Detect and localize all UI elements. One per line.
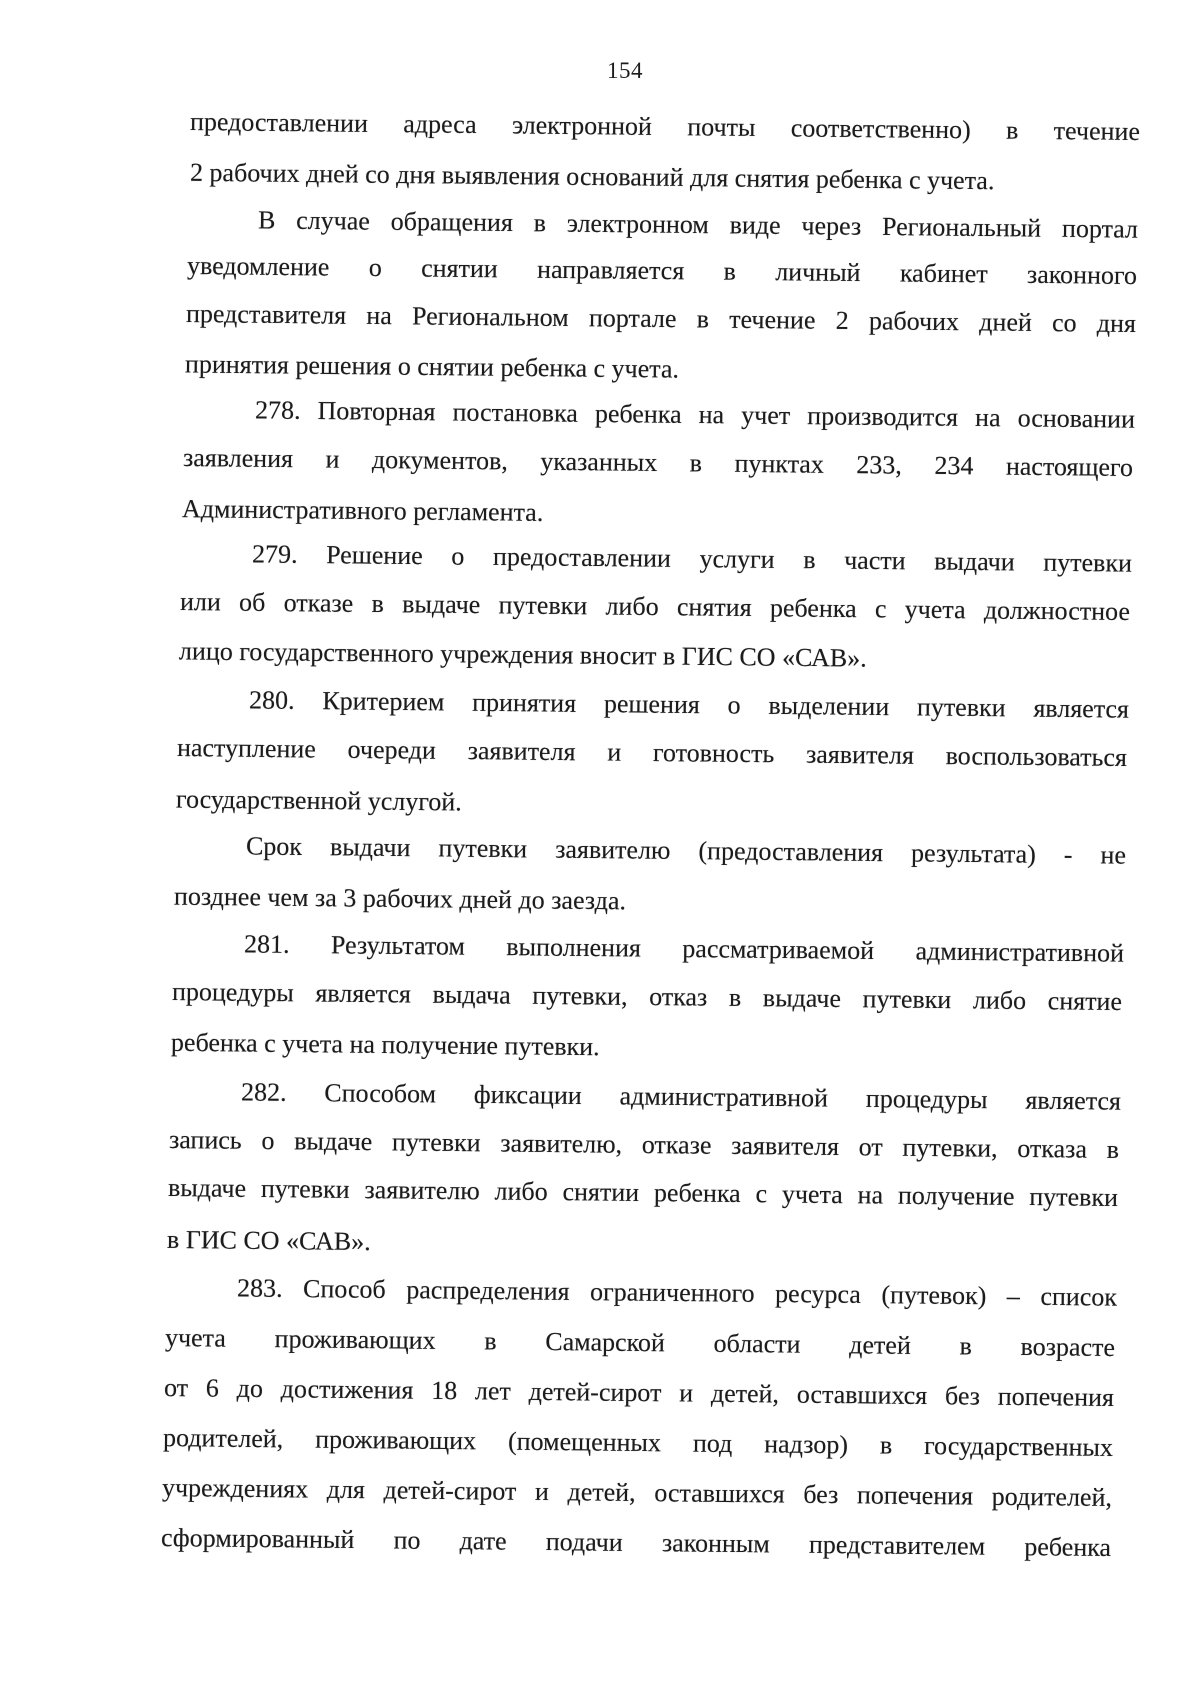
text-line: сформированный по дате подачи законным представителем ребенка <box>160 1523 1112 1562</box>
page-number: 154 <box>607 58 643 83</box>
text-line: запись о выдаче путевки заявителю, отказе заявителя от путевки, отказа в <box>168 1125 1120 1164</box>
text-line: В случае обращения в электронном виде через Региональный портал <box>257 205 1139 244</box>
text-line: или об отказе в выдаче путевки либо снятия ребенка с учета должностное <box>179 587 1131 626</box>
text-line: предоставлении адреса электронной почты соответственно) в течение <box>189 107 1141 146</box>
text-line: 278. Повторная постановка ребенка на учет производится на основании <box>254 395 1136 434</box>
text-line: заявления и документов, указанных в пунктах 233, 234 настоящего <box>182 443 1134 482</box>
text-line: выдаче путевки заявителю либо снятии ребенка с учета на получение путевки <box>167 1173 1119 1212</box>
text-line: принятия решения о снятии ребенка с учета. <box>184 349 680 384</box>
text-line: учреждениях для детей-сирот и детей, оставшихся без попечения родителей, <box>161 1473 1113 1512</box>
text-line: 2 рабочих дней со дня выявления оснований для снятия ребенка с учета. <box>189 157 995 196</box>
text-line: 281. Результатом выполнения рассматриваемой административной <box>243 929 1125 968</box>
text-line: Административного регламента. <box>181 494 544 527</box>
text-line: уведомление о снятии направляется в личный кабинет законного <box>186 251 1138 290</box>
text-line: учета проживающих в Самарской области детей в возрасте <box>164 1323 1116 1362</box>
text-line: лицо государственного учреждения вносит в ГИС СО «САВ». <box>178 636 867 673</box>
text-line: от 6 до достижения 18 лет детей-сирот и детей, оставшихся без попечения <box>163 1373 1115 1412</box>
text-line: родителей, проживающих (помещенных под надзор) в государственных <box>162 1423 1114 1462</box>
text-line: государственной услугой. <box>175 784 462 817</box>
text-line: Срок выдачи путевки заявителю (предоставления результата) - не <box>245 831 1127 870</box>
text-line: 279. Решение о предоставлении услуги в части выдачи путевки <box>251 539 1133 578</box>
text-line: 282. Способом фиксации административной процедуры является <box>240 1077 1122 1116</box>
text-line: позднее чем за 3 рабочих дней до заезда. <box>173 881 627 916</box>
text-line: 280. Критерием принятия решения о выделении путевки является <box>248 685 1130 724</box>
text-line: ребенка с учета на получение путевки. <box>170 1027 600 1062</box>
text-line: 283. Способ распределения ограниченного ресурса (путевок) – список <box>236 1273 1118 1312</box>
text-line: наступление очереди заявителя и готовность заявителя воспользоваться <box>176 733 1128 772</box>
text-line: представителя на Региональном портале в течение 2 рабочих дней со дня <box>185 299 1137 338</box>
text-line: в ГИС СО «САВ». <box>166 1224 371 1257</box>
text-line: процедуры является выдача путевки, отказ в выдаче путевки либо снятие <box>171 977 1123 1016</box>
